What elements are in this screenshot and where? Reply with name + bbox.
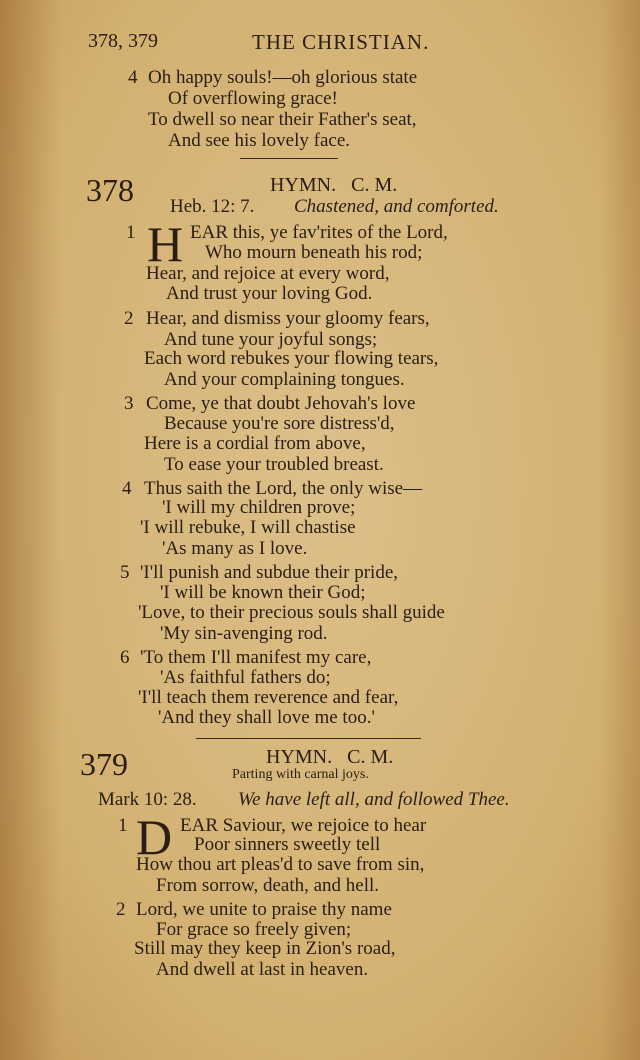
verse-number: 1 [118, 815, 128, 836]
verse-line: From sorrow, death, and hell. [156, 875, 380, 896]
hymn-heading: HYMN. C. M. [270, 174, 398, 196]
verse-line: How thou art pleas'd to save from sin, [136, 854, 425, 875]
verse-line: 'And they shall love me too.' [158, 707, 375, 728]
verse-line: Come, ye that doubt Jehovah's love [146, 393, 416, 414]
verse-line: To ease your troubled breast. [164, 454, 384, 475]
hymn-number: 379 [80, 746, 128, 782]
verse-line: EAR this, ye fav'rites of the Lord, [190, 222, 448, 243]
verse-line: EAR Saviour, we rejoice to hear [180, 815, 427, 836]
verse-line: Thus saith the Lord, the only wise— [144, 478, 423, 499]
verse-line: Still may they keep in Zion's road, [134, 938, 396, 959]
verse-number: 2 [124, 308, 134, 329]
verse-line: 'As faithful fathers do; [160, 667, 331, 688]
verse-line: 'Love, to their precious souls shall guide [138, 602, 445, 623]
hymn-number: 378 [86, 172, 134, 208]
drop-cap: H [147, 216, 184, 272]
hymn-subtitle: Chastened, and comforted. [294, 196, 499, 217]
verse-line: Who mourn beneath his rod; [205, 242, 423, 263]
verse-line: 'My sin-avenging rod. [160, 623, 328, 644]
verse-line: To dwell so near their Father's seat, [148, 109, 417, 130]
verse-line: Because you're sore distress'd, [164, 413, 395, 434]
scripture-reference: Mark 10: 28. [98, 789, 197, 810]
prev-verse-number: 4 [128, 67, 138, 88]
verse-line: Oh happy souls!—oh glorious state [148, 67, 418, 88]
scripture-reference: Heb. 12: 7. [170, 196, 255, 217]
verse-line: 'I'll teach them reverence and fear, [138, 687, 399, 708]
divider [240, 158, 338, 159]
verse-line: Hear, and dismiss your gloomy fears, [146, 308, 430, 329]
verse-number: 1 [126, 222, 136, 243]
verse-line: 'I will be known their God; [160, 582, 366, 603]
verse-line: Each word rebukes your flowing tears, [144, 348, 439, 369]
verse-line: 'I will my children prove; [162, 497, 356, 518]
verse-line: 'To them I'll manifest my care, [140, 647, 372, 668]
verse-line: 'I'll punish and subdue their pride, [140, 562, 399, 583]
verse-line: And see his lovely face. [168, 130, 351, 151]
page-numbers: 378, 379 [88, 30, 158, 52]
verse-line: Hear, and rejoice at every word, [146, 263, 390, 284]
verse-line: For grace so freely given; [156, 919, 352, 940]
verse-line: 'As many as I love. [162, 538, 308, 559]
hymn-subtitle: We have left all, and followed Thee. [238, 789, 510, 810]
verse-line: Lord, we unite to praise thy name [136, 899, 392, 920]
verse-number: 2 [116, 899, 126, 920]
verse-number: 3 [124, 393, 134, 414]
verse-line: And tune your joyful songs; [164, 329, 378, 350]
drop-cap: D [136, 809, 173, 865]
verse-number: 6 [120, 647, 130, 668]
verse-line: And your complaining tongues. [164, 369, 405, 390]
verse-line: And dwell at last in heaven. [156, 959, 369, 980]
divider [196, 738, 421, 739]
hymn-heading: HYMN. C. M. [266, 746, 394, 768]
verse-line: Of overflowing grace! [168, 88, 338, 109]
verse-line: Poor sinners sweetly tell [194, 834, 381, 855]
verse-line: Here is a cordial from above, [144, 433, 366, 454]
verse-number: 4 [122, 478, 132, 499]
hymn-caption: Parting with carnal joys. [232, 767, 369, 782]
running-title: THE CHRISTIAN. [252, 30, 430, 54]
verse-line: 'I will rebuke, I will chastise [140, 517, 356, 538]
verse-line: And trust your loving God. [166, 283, 373, 304]
verse-number: 5 [120, 562, 130, 583]
